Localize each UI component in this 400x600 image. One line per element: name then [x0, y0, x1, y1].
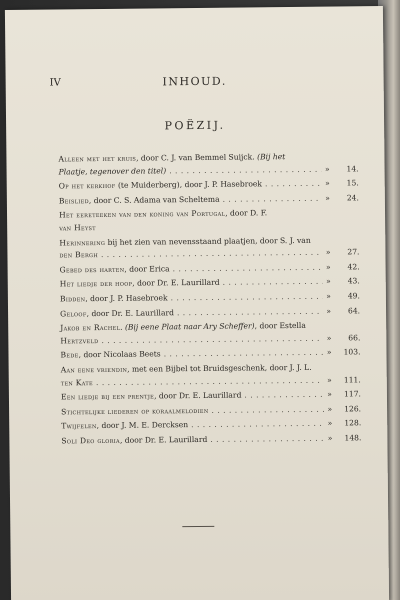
page-prefix: » — [327, 389, 332, 399]
toc-line — [60, 261, 360, 277]
toc-entry — [60, 319, 360, 347]
toc-line — [60, 305, 360, 321]
page-number: 64. — [347, 305, 361, 315]
entry-title: Het eereteeken van den koning van Portugal — [58, 209, 226, 220]
dot-leader — [211, 403, 324, 417]
page-number: 42. — [347, 262, 360, 272]
entry-title: Soli Deo gloria — [61, 435, 120, 446]
page-number: 117. — [343, 389, 361, 399]
toc-entry — [59, 207, 359, 235]
page-number: 24. — [346, 193, 359, 203]
toc-line — [61, 374, 361, 390]
section-title: POËZIJ. — [164, 118, 226, 133]
page-number: 27. — [347, 247, 360, 257]
entry-author: , door C. J. van Bemmel Suijck. — [136, 152, 258, 163]
entry-title: Aan eene vriendin — [60, 364, 128, 375]
page-prefix: » — [327, 418, 333, 428]
entry-author: van Heyst — [59, 223, 96, 233]
page-number: 49. — [347, 291, 360, 301]
toc-line — [60, 332, 360, 348]
toc-line — [61, 418, 361, 434]
entry-title: Een liedje bij een prentje — [60, 391, 155, 402]
page-prefix: » — [327, 404, 333, 414]
toc-entry — [61, 432, 361, 448]
entry-title: Beislied — [58, 195, 89, 206]
entry-author: , door J. P. Hasebroek — [85, 293, 168, 304]
closing-rule — [182, 526, 214, 527]
toc-entry — [58, 150, 358, 178]
toc-line — [59, 246, 359, 262]
entry-author: , door C. S. Adama van Scheltema — [88, 194, 220, 205]
dot-leader — [164, 347, 324, 361]
dot-leader — [191, 418, 325, 432]
toc-entry — [59, 192, 359, 208]
entry-author: , met een Bijbel tot Bruidsgeschenk, door J. J. L. — [127, 362, 312, 374]
page-number: 14. — [346, 163, 359, 174]
toc-entry — [61, 361, 361, 389]
entry-title: Geloof — [60, 308, 87, 318]
toc-line — [61, 432, 361, 448]
page-number: 128. — [344, 418, 362, 428]
entry-title: Op het kerkhof — [58, 181, 116, 191]
entry-author: ten Kate — [60, 377, 94, 387]
toc-entry — [61, 418, 361, 434]
page-prefix: » — [325, 262, 331, 272]
toc-line — [60, 347, 360, 363]
dot-leader — [96, 374, 324, 389]
dot-leader — [101, 332, 323, 347]
entry-author: , door Dr. E. Laurillard — [154, 390, 242, 401]
entry-title: Herinnering — [59, 237, 106, 248]
page-number: 66. — [348, 333, 361, 343]
dot-leader — [169, 163, 322, 177]
dot-leader — [223, 276, 324, 290]
entry-title: Stichtelijke liederen op koraalmelodien — [61, 405, 209, 417]
toc-entry — [59, 177, 359, 193]
page-prefix: » — [326, 291, 331, 301]
entry-title: Jakob en Rachel — [60, 322, 121, 333]
entry-author: , door Erica — [124, 264, 170, 274]
page-prefix: » — [325, 247, 331, 257]
page-prefix: » — [327, 433, 333, 443]
entry-author: , door Dr. E. Laurillard — [132, 278, 220, 289]
page-prefix: » — [326, 276, 331, 286]
toc-line — [59, 163, 359, 179]
dot-leader — [177, 305, 324, 319]
dot-leader — [171, 291, 324, 305]
page-number: 111. — [343, 374, 361, 384]
entry-note: (Bij het — [257, 152, 286, 162]
entry-author: , door Dr. E. Laurillard — [86, 307, 174, 318]
toc-line — [59, 192, 359, 208]
toc-entry — [60, 276, 360, 292]
toc-entry — [59, 234, 359, 262]
page-number: 148. — [344, 433, 362, 443]
toc-entry — [60, 305, 360, 321]
entry-author: (te Muiderberg), door J. P. Hasebroek — [115, 179, 263, 191]
entry-title: Twijfelen — [61, 421, 97, 431]
toc-line — [59, 177, 359, 193]
dot-leader — [210, 433, 325, 447]
entry-author: , door J. M. E. Dercksen — [96, 420, 189, 431]
dot-leader — [265, 178, 322, 191]
entry-author: , door D. F. — [225, 208, 268, 219]
page-prefix: » — [324, 164, 330, 174]
toc-entry — [60, 347, 360, 363]
page-number: 103. — [343, 347, 361, 357]
dot-leader — [101, 247, 323, 262]
page-prefix: » — [325, 193, 330, 203]
entry-author: bij het zien van nevensstaand plaatjen, door S. J. van — [105, 235, 311, 247]
toc-entry — [61, 388, 361, 404]
toc-entry — [60, 290, 360, 306]
table-of-contents — [58, 150, 361, 450]
page-number: 126. — [344, 403, 362, 414]
dot-leader — [244, 389, 324, 402]
entry-title: Gebed des harten — [59, 264, 125, 275]
entry-title: Het liedje der hoop — [59, 279, 133, 289]
page-prefix: » — [326, 347, 332, 357]
toc-line — [60, 276, 360, 292]
entry-title: Bede — [60, 350, 79, 360]
page-folio: IV — [49, 77, 61, 89]
page-prefix: » — [325, 178, 330, 188]
page-number: 15. — [346, 178, 359, 188]
running-head: INHOUD. — [162, 74, 227, 89]
toc-entry — [61, 403, 361, 419]
page-prefix: » — [326, 306, 332, 316]
entry-author: Hertzveld — [60, 335, 99, 346]
entry-note: (Bij eene Plaat naar Ary Scheffer) — [124, 321, 255, 332]
entry-author: den Bergh — [59, 250, 99, 260]
toc-line — [61, 403, 361, 419]
book-page — [5, 6, 389, 600]
entry-title: Alleen met het kruis — [58, 153, 137, 164]
entry-author: . — [120, 322, 125, 332]
entry-author: , door Nicolaas Beets — [78, 349, 161, 360]
page-number: 43. — [347, 276, 360, 286]
page-prefix: » — [327, 375, 332, 385]
entry-note: Plaatje, tegenover den titel) — [58, 165, 167, 177]
toc-entry — [60, 261, 360, 277]
entry-author: , door Dr. E. Laurillard — [119, 434, 208, 445]
dot-leader — [223, 192, 323, 206]
dot-leader — [173, 261, 323, 275]
toc-line — [60, 290, 360, 306]
entry-author: , door Estella — [254, 320, 306, 331]
toc-line — [61, 388, 361, 404]
entry-title: Bidden — [59, 294, 86, 304]
page-prefix: » — [326, 333, 332, 343]
